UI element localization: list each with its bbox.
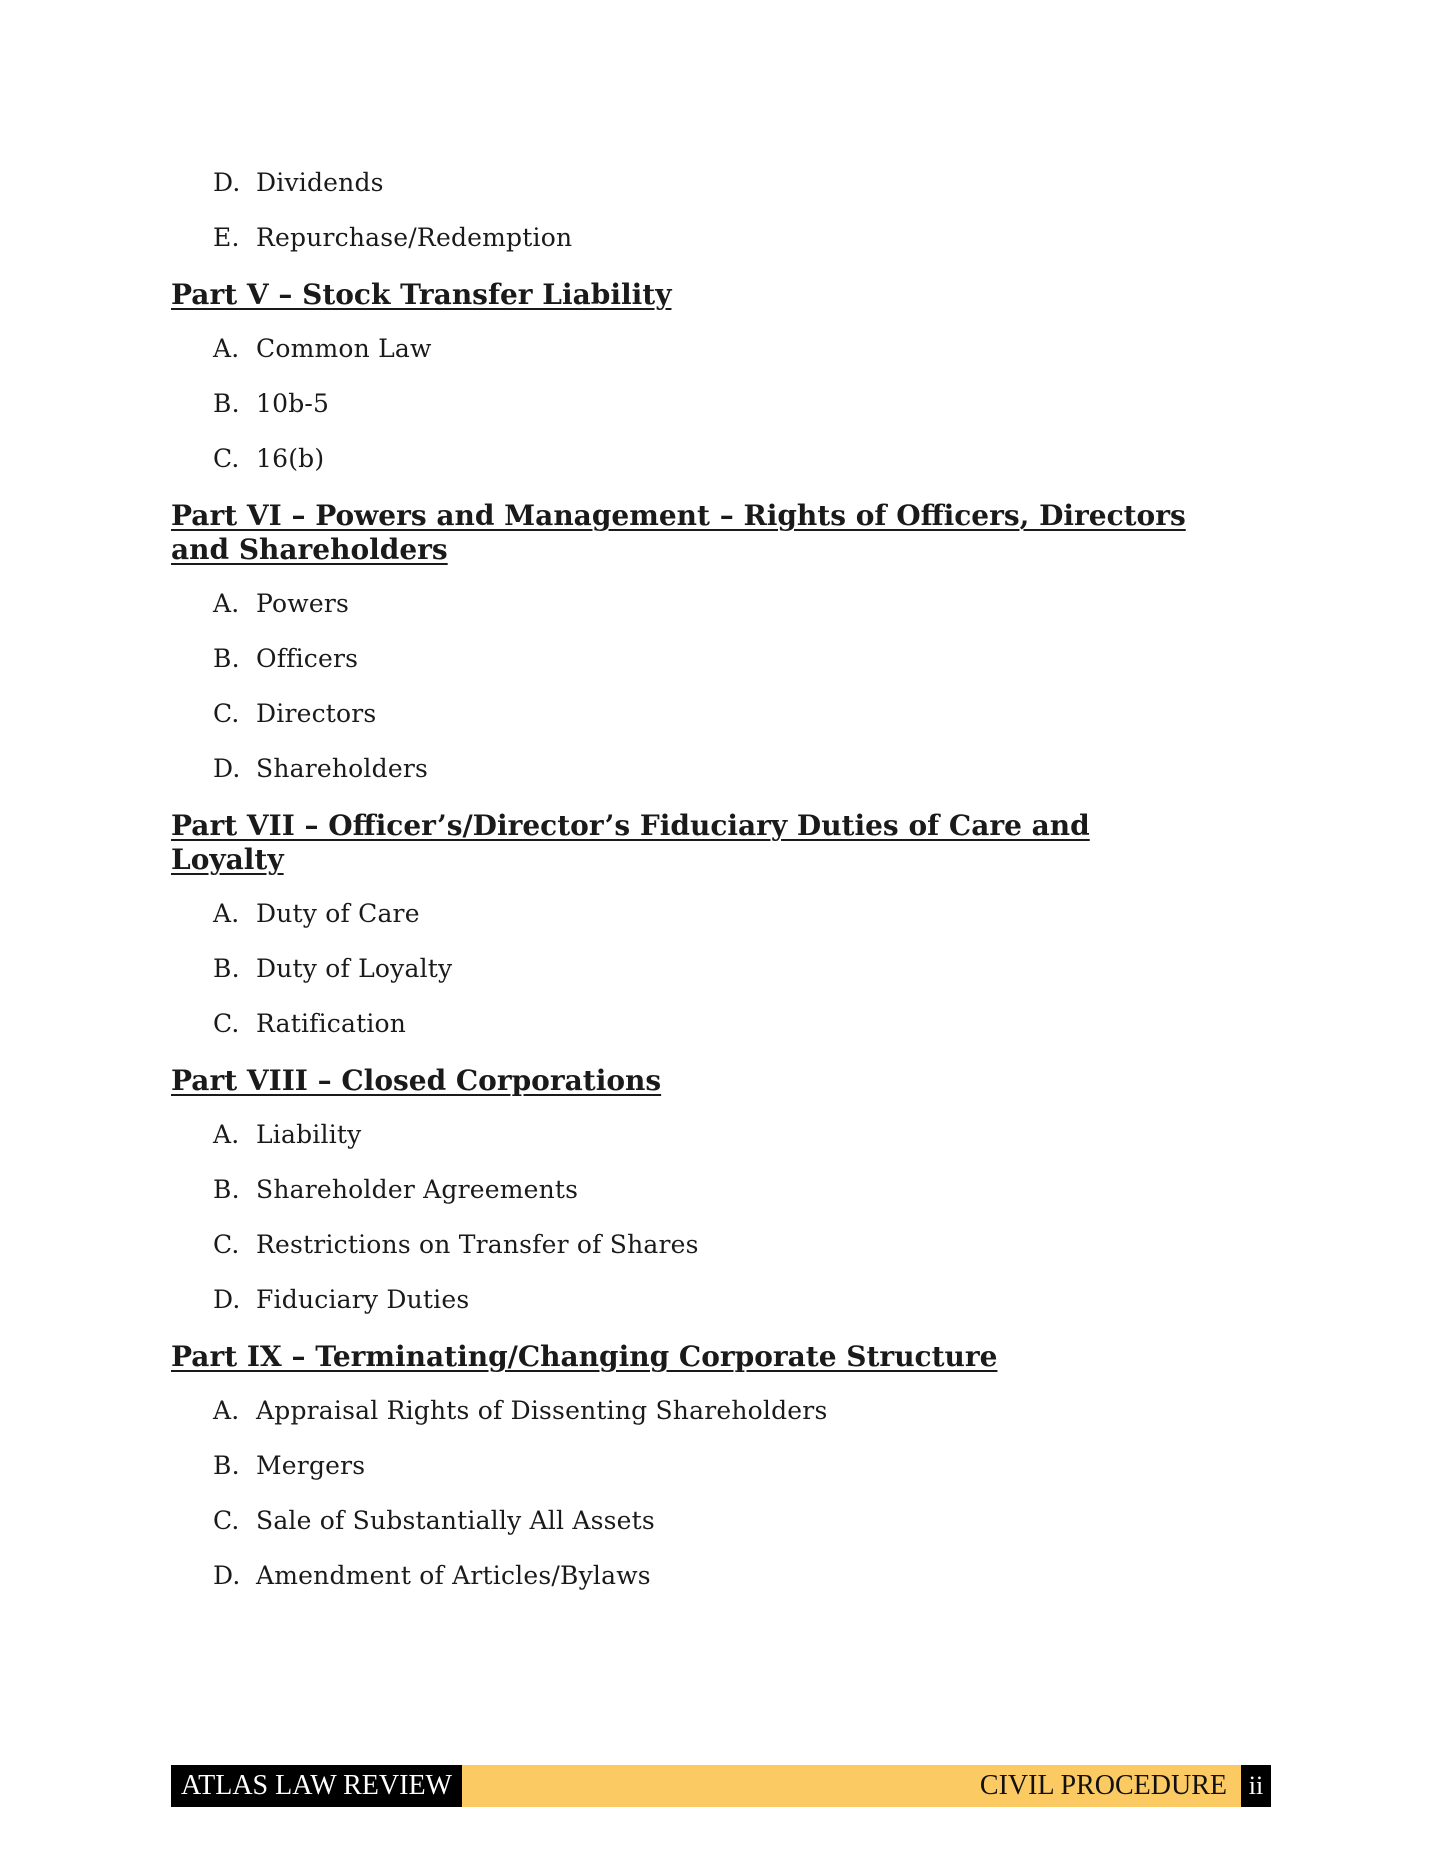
toc-item-letter: C.	[213, 1009, 240, 1038]
toc-item-title: Officers	[256, 644, 359, 673]
toc-item-title: Shareholders	[256, 754, 429, 783]
toc-item	[213, 954, 1291, 984]
toc-item-letter: D.	[213, 1285, 241, 1314]
table-of-contents	[171, 168, 1291, 1616]
toc-item-letter: B.	[213, 644, 240, 673]
toc-item	[213, 334, 1291, 364]
toc-item	[213, 754, 1291, 784]
toc-item-letter: A.	[213, 1120, 240, 1149]
toc-item	[213, 444, 1291, 474]
toc-item-letter: B.	[213, 389, 240, 418]
toc-item-letter: D.	[213, 754, 241, 783]
toc-item	[213, 223, 1291, 253]
toc-item-letter: D.	[213, 1561, 241, 1590]
part-heading: Part V – Stock Transfer Liability	[171, 278, 672, 311]
toc-item-title: Restrictions on Transfer of Shares	[256, 1230, 699, 1259]
toc-item	[213, 699, 1291, 729]
part-heading: Part VI – Powers and Management – Rights of Officers, Directors and Shareholders	[171, 499, 1186, 566]
toc-item-letter: A.	[213, 334, 240, 363]
toc-item-letter: A.	[213, 589, 240, 618]
toc-item-letter: C.	[213, 1230, 240, 1259]
subject-name: CIVIL PROCEDURE	[979, 1770, 1227, 1801]
toc-item-title: Powers	[256, 589, 350, 618]
page-number: ii	[1241, 1765, 1271, 1807]
toc-item-title: 16(b)	[256, 444, 325, 473]
toc-item-title: Ratification	[256, 1009, 407, 1038]
part-heading: Part VIII – Closed Corporations	[171, 1064, 662, 1097]
toc-item	[213, 589, 1291, 619]
toc-item-letter: A.	[213, 899, 240, 928]
footer-bar	[462, 1765, 1241, 1807]
toc-item-letter: B.	[213, 1175, 240, 1204]
toc-item-letter: E.	[213, 223, 240, 252]
toc-item-letter: C.	[213, 444, 240, 473]
toc-item-title: Liability	[256, 1120, 362, 1149]
toc-item-title: Duty of Loyalty	[256, 954, 453, 983]
publication-name: ATLAS LAW REVIEW	[171, 1765, 462, 1807]
toc-item-letter: C.	[213, 699, 240, 728]
toc-item-title: Mergers	[256, 1451, 366, 1480]
toc-item-letter: D.	[213, 168, 241, 197]
toc-item-title: Sale of Substantially All Assets	[256, 1506, 655, 1535]
toc-item	[213, 389, 1291, 419]
toc-item-title: Dividends	[256, 168, 384, 197]
toc-item	[213, 1561, 1291, 1591]
toc-item-letter: B.	[213, 1451, 240, 1480]
toc-item	[213, 1506, 1291, 1536]
toc-item	[213, 1451, 1291, 1481]
part-heading: Part VII – Officer’s/Director’s Fiduciary Duties of Care and Loyalty	[171, 809, 1090, 876]
toc-item-letter: A.	[213, 1396, 240, 1425]
toc-item-letter: C.	[213, 1506, 240, 1535]
toc-item	[213, 1396, 1291, 1426]
page-footer	[171, 1765, 1271, 1807]
toc-item-title: Repurchase/Redemption	[256, 223, 573, 252]
toc-item	[213, 1285, 1291, 1315]
toc-item	[213, 168, 1291, 198]
toc-item-title: 10b-5	[256, 389, 330, 418]
toc-item	[213, 1230, 1291, 1260]
toc-item	[213, 1120, 1291, 1150]
part-heading: Part IX – Terminating/Changing Corporate Structure	[171, 1340, 998, 1373]
toc-item-title: Appraisal Rights of Dissenting Shareholders	[256, 1396, 828, 1425]
toc-item	[213, 1009, 1291, 1039]
toc-item-title: Duty of Care	[256, 899, 420, 928]
toc-item	[213, 644, 1291, 674]
toc-item	[213, 899, 1291, 929]
toc-item-title: Common Law	[256, 334, 432, 363]
toc-item-title: Fiduciary Duties	[256, 1285, 470, 1314]
toc-item-title: Amendment of Articles/Bylaws	[256, 1561, 651, 1590]
toc-item	[213, 1175, 1291, 1205]
toc-item-letter: B.	[213, 954, 240, 983]
toc-item-title: Directors	[256, 699, 377, 728]
toc-item-title: Shareholder Agreements	[256, 1175, 579, 1204]
